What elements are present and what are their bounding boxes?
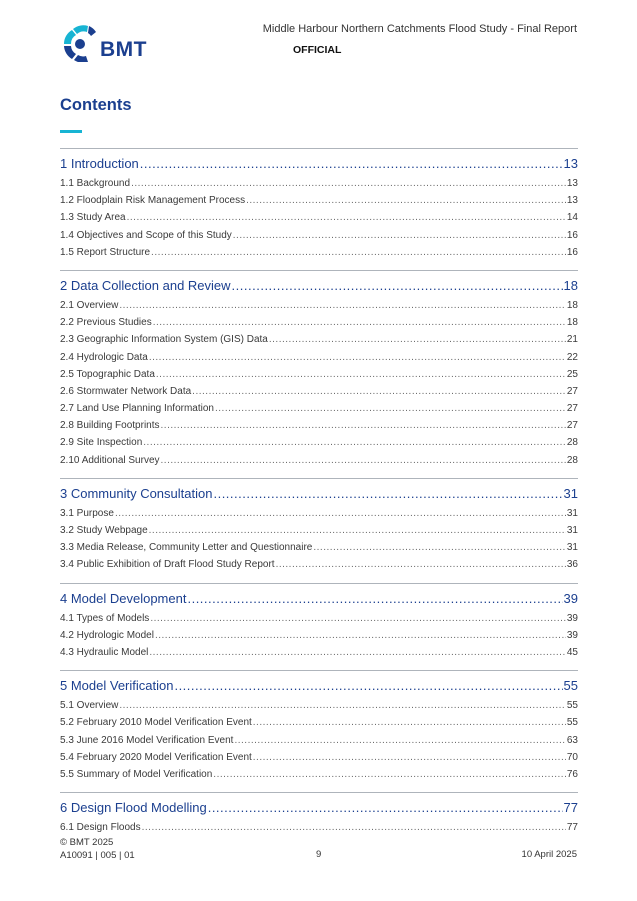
toc-section-entry-label: 1.1 Background bbox=[60, 178, 131, 189]
toc-section-entry-label: 2.5 Topographic Data bbox=[60, 368, 155, 380]
toc-section-entry[interactable] bbox=[60, 403, 578, 420]
toc-section-entry[interactable] bbox=[60, 247, 578, 264]
toc-section-entry-label: 2.4 Hydrologic Data bbox=[60, 351, 148, 363]
toc-section-entry[interactable] bbox=[60, 647, 578, 664]
dot-leader bbox=[155, 630, 566, 641]
dot-leader bbox=[149, 525, 566, 536]
toc-section-entry-page: 77 bbox=[566, 822, 578, 834]
dot-leader bbox=[156, 369, 566, 380]
dot-leader bbox=[143, 437, 566, 448]
toc-section-entry-page: 36 bbox=[566, 559, 578, 571]
toc-section-entry-page: 16 bbox=[566, 229, 578, 241]
toc-section-entry-page: 18 bbox=[566, 317, 578, 329]
toc-section-entry-page: 31 bbox=[566, 542, 578, 554]
toc-section-entry-label: 3.4 Public Exhibition of Draft Flood Study Report bbox=[60, 559, 275, 571]
toc-section-entry[interactable] bbox=[60, 613, 578, 630]
dot-leader bbox=[208, 800, 563, 815]
document-title: Middle Harbour Northern Catchments Flood Study - Final Report bbox=[262, 23, 577, 35]
toc-section-entry-page: 63 bbox=[566, 734, 578, 746]
toc-chapter-entry[interactable] bbox=[60, 591, 578, 609]
toc-section-entry[interactable] bbox=[60, 752, 578, 769]
dot-leader bbox=[161, 420, 566, 431]
toc-section-entry-page: 16 bbox=[566, 246, 578, 258]
dot-leader bbox=[253, 717, 566, 728]
dot-leader bbox=[119, 300, 566, 311]
toc-section-entry-label: 1.2 Floodplain Risk Management Process bbox=[60, 195, 246, 207]
toc-section-entry-label: 1.4 Objectives and Scope of this Study bbox=[60, 229, 232, 241]
toc-section-entry-label: 2.9 Site Inspection bbox=[60, 437, 143, 449]
toc-section-entry-page: 25 bbox=[566, 368, 578, 380]
toc-chapter-entry-page: 18 bbox=[563, 277, 578, 293]
dot-leader bbox=[150, 613, 566, 624]
dot-leader bbox=[161, 455, 566, 466]
toc-section-entry[interactable] bbox=[60, 508, 578, 525]
dot-leader bbox=[142, 822, 566, 833]
toc-section-entry-label: 5.1 Overview bbox=[60, 700, 119, 712]
dot-leader bbox=[213, 769, 566, 780]
dot-leader bbox=[151, 247, 566, 258]
toc-section-entry-page: 45 bbox=[566, 646, 578, 658]
toc-section-entry-label: 3.2 Study Webpage bbox=[60, 525, 148, 536]
dot-leader bbox=[253, 752, 566, 763]
toc-section-entry[interactable] bbox=[60, 195, 578, 212]
toc-section-entry-label: 3.1 Purpose bbox=[60, 507, 114, 519]
toc-section-entry-label: 4.2 Hydrologic Model bbox=[60, 629, 154, 641]
toc-chapter-entry-label: 4 Model Development bbox=[60, 590, 187, 606]
toc-section bbox=[60, 670, 578, 792]
toc-section-entry-label: 5.3 June 2016 Model Verification Event bbox=[60, 734, 234, 746]
dot-leader bbox=[232, 278, 563, 293]
toc-section-entry-label: 2.10 Additional Survey bbox=[60, 454, 160, 466]
toc-chapter-entry[interactable] bbox=[60, 800, 578, 818]
toc-chapter-entry-page: 55 bbox=[563, 678, 578, 694]
toc-section-entry[interactable] bbox=[60, 352, 578, 369]
toc-section-entry[interactable] bbox=[60, 822, 578, 839]
toc-section-entry[interactable] bbox=[60, 230, 578, 247]
toc-section-entry-page: 55 bbox=[566, 700, 578, 712]
toc-section-entry-page: 55 bbox=[566, 717, 578, 729]
toc-section-entry-label: 4.1 Types of Models bbox=[60, 612, 150, 624]
toc-chapter-entry-page: 77 bbox=[563, 800, 578, 816]
toc-section-entry-page: 28 bbox=[566, 454, 578, 466]
toc-section bbox=[60, 792, 578, 845]
toc-chapter-entry-label: 6 Design Flood Modelling bbox=[60, 800, 207, 816]
accent-bar bbox=[60, 130, 82, 133]
toc-section-entry-label: 2.3 Geographic Information System (GIS) Data bbox=[60, 334, 268, 346]
toc-section-entry-label: 2.2 Previous Studies bbox=[60, 317, 152, 329]
toc-section-entry[interactable] bbox=[60, 178, 578, 195]
footer-page-number: 9 bbox=[316, 849, 322, 860]
toc-section-entry-label: 2.6 Stormwater Network Data bbox=[60, 385, 192, 397]
toc-section-entry-label: 2.8 Building Footprints bbox=[60, 420, 160, 432]
footer-date: 10 April 2025 bbox=[521, 849, 577, 860]
toc-section-entry[interactable] bbox=[60, 369, 578, 386]
dot-leader bbox=[192, 386, 566, 397]
contents-heading: Contents bbox=[60, 96, 132, 114]
dot-leader bbox=[187, 591, 562, 606]
dot-leader bbox=[140, 156, 563, 171]
toc-section-entry-page: 39 bbox=[566, 612, 578, 624]
toc-section-entry-label: 6.1 Design Floods bbox=[60, 822, 141, 834]
toc-section-entry[interactable] bbox=[60, 717, 578, 734]
dot-leader bbox=[215, 403, 566, 414]
toc-section-entry-page: 27 bbox=[566, 420, 578, 432]
dot-leader bbox=[234, 735, 565, 746]
dot-leader bbox=[131, 178, 566, 189]
toc-section-entry-page: 13 bbox=[566, 195, 578, 207]
toc-section-entry-label: 2.1 Overview bbox=[60, 299, 119, 311]
toc-section bbox=[60, 148, 578, 270]
toc-section-entry[interactable] bbox=[60, 769, 578, 786]
toc-section-entry-label: 1.3 Study Area bbox=[60, 212, 126, 224]
toc-chapter-entry-page: 31 bbox=[563, 485, 578, 501]
toc-section-entry-label: 5.5 Summary of Model Verification bbox=[60, 768, 213, 780]
dot-leader bbox=[119, 700, 566, 711]
toc-section-entry[interactable] bbox=[60, 735, 578, 752]
toc-section-entry-page: 27 bbox=[566, 385, 578, 397]
dot-leader bbox=[153, 317, 566, 328]
toc-chapter-entry-label: 5 Model Verification bbox=[60, 678, 174, 694]
toc-chapter-entry-label: 3 Community Consultation bbox=[60, 485, 213, 501]
table-of-contents bbox=[60, 148, 578, 845]
toc-section-entry-page: 14 bbox=[566, 212, 578, 224]
toc-section-entry[interactable] bbox=[60, 334, 578, 351]
toc-section-entry[interactable] bbox=[60, 212, 578, 229]
classification-label: OFFICIAL bbox=[293, 44, 342, 56]
toc-section-entry-label: 4.3 Hydraulic Model bbox=[60, 646, 149, 658]
toc-section-entry[interactable] bbox=[60, 386, 578, 403]
toc-section-entry-page: 76 bbox=[566, 768, 578, 780]
toc-chapter-entry-label: 1 Introduction bbox=[60, 156, 139, 171]
dot-leader bbox=[269, 334, 566, 345]
dot-leader bbox=[174, 678, 562, 693]
toc-section-entry[interactable] bbox=[60, 525, 578, 542]
toc-section-entry-label: 3.3 Media Release, Community Letter and Questionnaire bbox=[60, 542, 313, 554]
toc-section-entry[interactable] bbox=[60, 542, 578, 559]
toc-chapter-entry[interactable] bbox=[60, 156, 578, 174]
toc-section-entry-page: 21 bbox=[566, 334, 578, 346]
toc-section-entry-page: 22 bbox=[566, 351, 578, 363]
toc-section-entry-page: 13 bbox=[566, 178, 578, 189]
toc-section-entry[interactable] bbox=[60, 559, 578, 576]
toc-section-entry-label: 5.4 February 2020 Model Verification Event bbox=[60, 751, 252, 763]
toc-section-entry-page: 31 bbox=[566, 507, 578, 519]
toc-chapter-entry[interactable] bbox=[60, 678, 578, 696]
toc-section-entry-page: 27 bbox=[566, 403, 578, 415]
dot-leader bbox=[149, 647, 566, 658]
footer-copyright: © BMT 2025 bbox=[60, 837, 114, 848]
toc-section-entry-page: 28 bbox=[566, 437, 578, 449]
logo-wordmark: BMT bbox=[100, 38, 147, 61]
toc-section-entry[interactable] bbox=[60, 630, 578, 647]
toc-section-entry-page: 31 bbox=[566, 525, 578, 536]
dot-leader bbox=[276, 559, 566, 570]
toc-section-entry[interactable] bbox=[60, 437, 578, 454]
toc-section-entry[interactable] bbox=[60, 420, 578, 437]
dot-leader bbox=[313, 542, 566, 553]
dot-leader bbox=[233, 230, 566, 241]
toc-section-entry[interactable] bbox=[60, 700, 578, 717]
toc-chapter-entry[interactable] bbox=[60, 278, 578, 296]
toc-section-entry-label: 1.5 Report Structure bbox=[60, 246, 151, 258]
toc-section-entry-page: 18 bbox=[566, 299, 578, 311]
toc-section-entry-label: 2.7 Land Use Planning Information bbox=[60, 403, 214, 415]
toc-section-entry[interactable] bbox=[60, 300, 578, 317]
toc-chapter-entry-label: 2 Data Collection and Review bbox=[60, 277, 231, 293]
dot-leader bbox=[149, 352, 566, 363]
toc-section-entry-page: 70 bbox=[566, 751, 578, 763]
toc-section-entry[interactable] bbox=[60, 317, 578, 334]
toc-section-entry[interactable] bbox=[60, 455, 578, 472]
toc-section-entry-label: 5.2 February 2010 Model Verification Event bbox=[60, 717, 252, 729]
toc-chapter-entry-page: 39 bbox=[563, 590, 578, 606]
toc-section bbox=[60, 583, 578, 671]
toc-chapter-entry[interactable] bbox=[60, 486, 578, 504]
dot-leader bbox=[246, 195, 566, 206]
dot-leader bbox=[213, 486, 562, 501]
dot-leader bbox=[115, 508, 566, 519]
toc-section bbox=[60, 270, 578, 478]
toc-chapter-entry-page: 13 bbox=[563, 156, 578, 171]
toc-section bbox=[60, 478, 578, 583]
dot-leader bbox=[127, 212, 566, 223]
toc-section-entry-page: 39 bbox=[566, 629, 578, 641]
footer-doc-ref: A10091 | 005 | 01 bbox=[60, 849, 135, 861]
footer-left bbox=[60, 837, 135, 862]
